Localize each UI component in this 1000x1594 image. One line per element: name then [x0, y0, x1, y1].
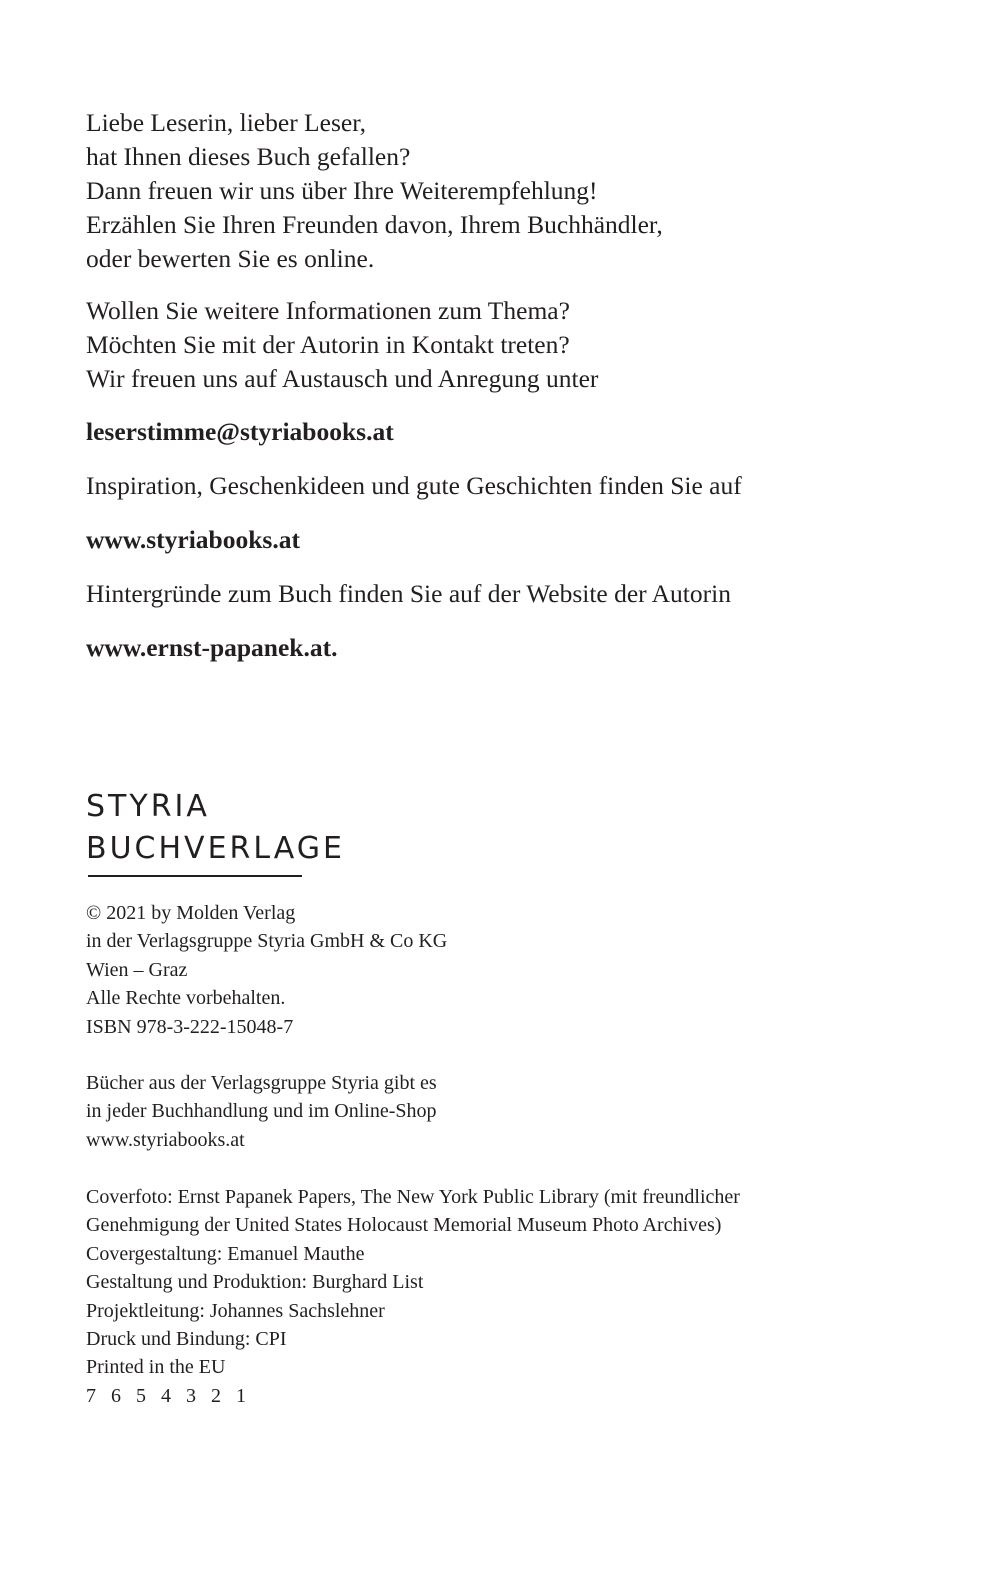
- logo-line-styria: STYRIA: [86, 789, 210, 824]
- credits-line: Projektleitung: Johannes Sachslehner: [86, 1299, 385, 1322]
- questions-line: Wollen Sie weitere Informationen zum Thema?: [86, 296, 570, 325]
- imprint-line: Alle Rechte vorbehalten.: [86, 987, 286, 1010]
- publisher-website-link[interactable]: www.styriabooks.at: [86, 525, 300, 554]
- contact-email-link[interactable]: leserstimme@styriabooks.at: [86, 417, 394, 446]
- intro-line: Dann freuen wir uns über Ihre Weiterempfehlung!: [86, 176, 598, 205]
- intro-line: oder bewerten Sie es online.: [86, 244, 375, 273]
- imprint-block: [86, 899, 447, 1041]
- isbn-line: ISBN 978-3-222-15048-7: [86, 1015, 294, 1038]
- questions-line: Möchten Sie mit der Autorin in Kontakt treten?: [86, 330, 570, 359]
- background-info-text: Hintergründe zum Buch finden Sie auf der Website der Autorin: [86, 579, 731, 608]
- shops-block: [86, 1069, 437, 1154]
- author-website-link[interactable]: www.ernst-papanek.at.: [86, 633, 338, 662]
- intro-paragraph: [86, 106, 663, 276]
- intro-line: Erzählen Sie Ihren Freunden davon, Ihrem Buchhändler,: [86, 210, 663, 239]
- credits-line: Printed in the EU: [86, 1356, 226, 1379]
- credits-line: Covergestaltung: Emanuel Mauthe: [86, 1242, 365, 1265]
- logo-underline-divider: [88, 875, 302, 877]
- credits-block: [86, 1183, 740, 1410]
- intro-line: hat Ihnen dieses Buch gefallen?: [86, 142, 411, 171]
- print-run-numbers: 7 6 5 4 3 2 1: [86, 1384, 251, 1407]
- credits-line: Gestaltung und Produktion: Burghard List: [86, 1271, 424, 1294]
- credits-line: Coverfoto: Ernst Papanek Papers, The New York Public Library (mit freundlicher: [86, 1186, 740, 1208]
- imprint-line: in der Verlagsgruppe Styria GmbH & Co KG: [86, 930, 448, 953]
- imprint-line: © 2021 by Molden Verlag: [86, 902, 296, 924]
- questions-line: Wir freuen uns auf Austausch und Anregung unter: [86, 364, 599, 393]
- shops-website-line: www.styriabooks.at: [86, 1128, 245, 1151]
- credits-line: Druck und Bindung: CPI: [86, 1328, 287, 1351]
- shops-line: in jeder Buchhandlung und im Online-Shop: [86, 1100, 437, 1123]
- credits-line: Genehmigung der United States Holocaust Memorial Museum Photo Archives): [86, 1214, 722, 1237]
- imprint-line: Wien – Graz: [86, 958, 188, 981]
- publisher-logo: [86, 786, 345, 870]
- inspiration-text: Inspiration, Geschenkideen und gute Geschichten finden Sie auf: [86, 471, 742, 500]
- intro-line: Liebe Leserin, lieber Leser,: [86, 108, 367, 137]
- logo-line-buchverlage: BUCHVERLAGE: [86, 831, 345, 866]
- shops-line: Bücher aus der Verlagsgruppe Styria gibt es: [86, 1072, 437, 1094]
- questions-paragraph: [86, 294, 598, 396]
